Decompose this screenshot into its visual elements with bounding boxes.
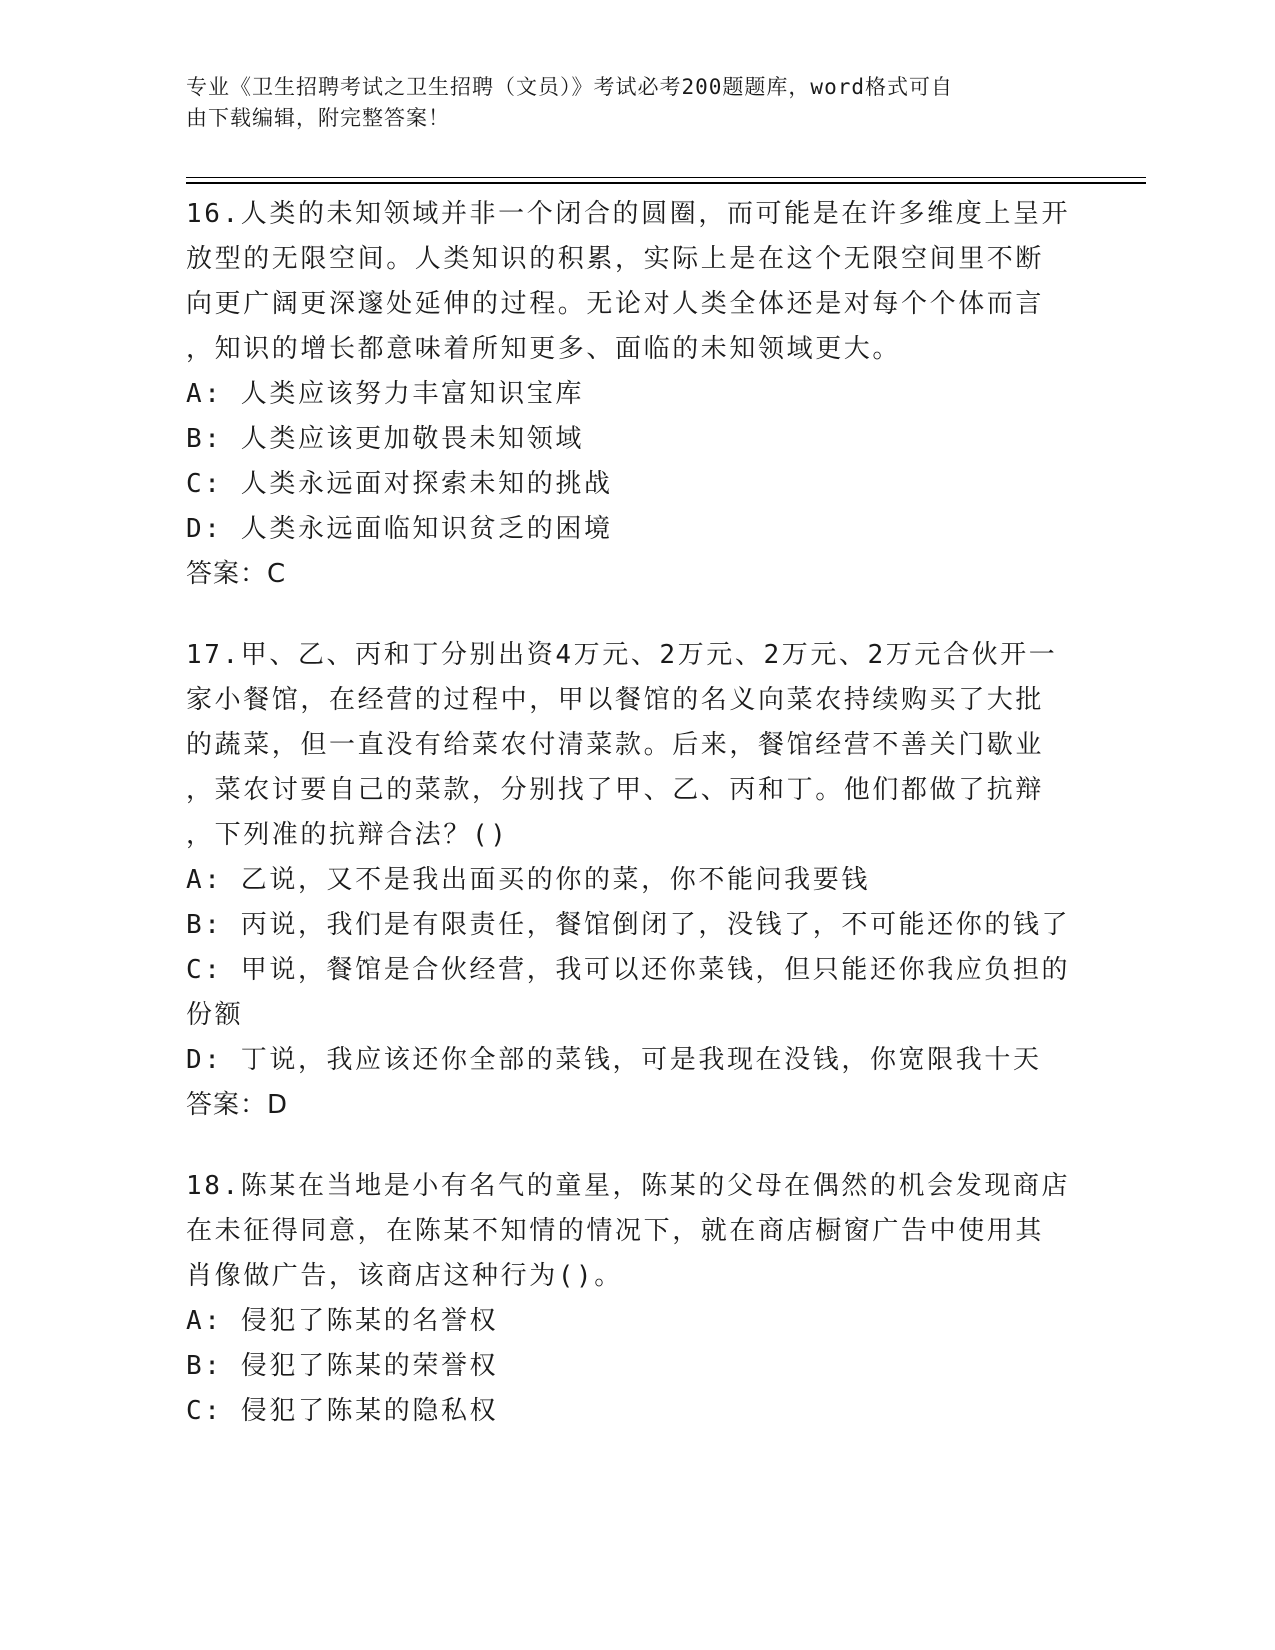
option-a: A: 侵犯了陈某的名誉权 xyxy=(186,1306,499,1336)
document-header xyxy=(186,72,1086,134)
question-18 xyxy=(186,1164,1086,1434)
option-a: A: 乙说，又不是我出面买的你的菜，你不能问我要钱 xyxy=(186,865,870,895)
header-line-1: 专业《卫生招聘考试之卫生招聘（文员）》考试必考200题题库，word格式可自 xyxy=(186,75,953,99)
option-a: A: 人类应该努力丰富知识宝库 xyxy=(186,379,584,409)
header-divider-top xyxy=(186,177,1146,178)
question-text-line: 向更广阔更深邃处延伸的过程。无论对人类全体还是对每个个体而言 xyxy=(186,289,1045,319)
question-16 xyxy=(186,192,1086,597)
question-text-line: ，知识的增长都意味着所知更多、面临的未知领域更大。 xyxy=(186,334,902,364)
option-c: C: 人类永远面对探索未知的挑战 xyxy=(186,469,613,499)
option-c: C: 侵犯了陈某的隐私权 xyxy=(186,1396,499,1426)
question-text-line: 16.人类的未知领域并非一个闭合的圆圈，而可能是在许多维度上呈开 xyxy=(186,199,1071,229)
header-divider-bottom xyxy=(186,182,1146,184)
question-text-line: 的蔬菜，但一直没有给菜农付清菜款。后来，餐馆经营不善关门歇业 xyxy=(186,730,1045,760)
question-17 xyxy=(186,633,1086,1128)
question-list xyxy=(186,192,1086,1470)
option-b: B: 人类应该更加敬畏未知领域 xyxy=(186,424,584,454)
question-text-line: ，菜农讨要自己的菜款，分别找了甲、乙、丙和丁。他们都做了抗辩 xyxy=(186,775,1045,805)
option-b: B: 丙说，我们是有限责任，餐馆倒闭了，没钱了，不可能还你的钱了 xyxy=(186,910,1071,940)
option-c: C: 甲说，餐馆是合伙经营，我可以还你菜钱，但只能还你我应负担的 xyxy=(186,955,1071,985)
header-line-2: 由下载编辑，附完整答案！ xyxy=(186,106,450,130)
question-text-line: 17.甲、乙、丙和丁分别出资4万元、2万元、2万元、2万元合伙开一 xyxy=(186,640,1058,670)
question-text-line: 家小餐馆，在经营的过程中，甲以餐馆的名义向菜农持续购买了大批 xyxy=(186,685,1045,715)
answer-line: 答案：D xyxy=(186,1090,289,1120)
question-text-line: 放型的无限空间。人类知识的积累，实际上是在这个无限空间里不断 xyxy=(186,244,1045,274)
answer-line: 答案：C xyxy=(186,559,287,589)
question-text-line: 在未征得同意，在陈某不知情的情况下，就在商店橱窗广告中使用其 xyxy=(186,1216,1045,1246)
option-b: B: 侵犯了陈某的荣誉权 xyxy=(186,1351,499,1381)
question-text-line: ，下列准的抗辩合法？() xyxy=(186,820,509,850)
question-text-line: 肖像做广告，该商店这种行为()。 xyxy=(186,1261,623,1291)
question-text-line: 18.陈某在当地是小有名气的童星，陈某的父母在偶然的机会发现商店 xyxy=(186,1171,1071,1201)
option-d: D: 丁说，我应该还你全部的菜钱，可是我现在没钱，你宽限我十天 xyxy=(186,1045,1042,1075)
option-d: D: 人类永远面临知识贫乏的困境 xyxy=(186,514,613,544)
option-c-continuation: 份额 xyxy=(186,1000,244,1030)
